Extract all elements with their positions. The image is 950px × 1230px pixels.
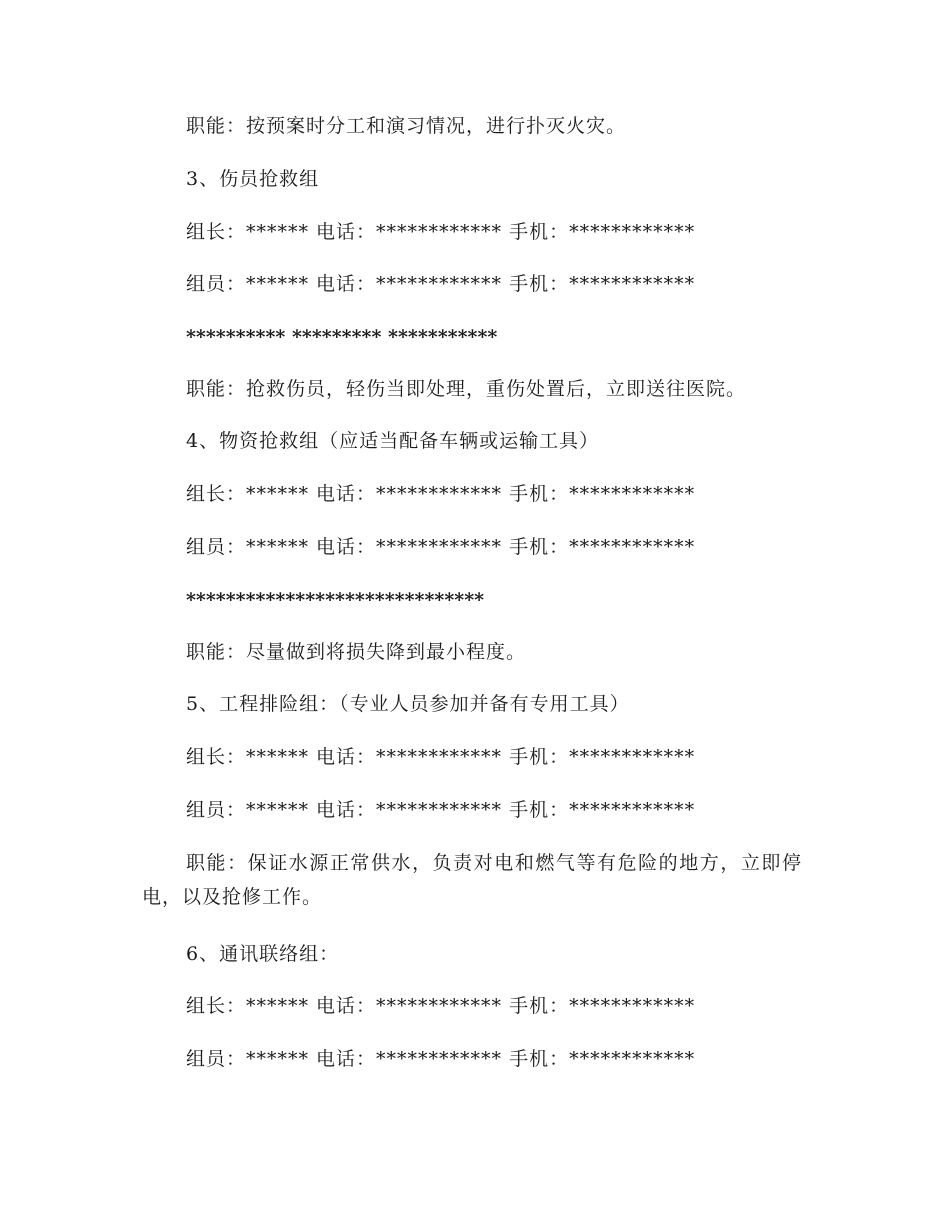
member-names-line: ****************************** <box>186 589 485 611</box>
duty-text-material: 职能：尽量做到将损失降到最小程度。 <box>186 641 527 663</box>
section-heading-communication: 6、通讯联络组： <box>186 943 340 965</box>
member-contact-line: 组员：****** 电话：************ 手机：************ <box>186 536 696 558</box>
section-heading-casualty-rescue: 3、伤员抢救组 <box>186 168 320 190</box>
leader-contact-line: 组长：****** 电话：************ 手机：************ <box>186 221 696 243</box>
member-contact-line: 组员：****** 电话：************ 手机：************ <box>186 799 696 821</box>
member-contact-line: 组员：****** 电话：************ 手机：************ <box>186 1048 696 1070</box>
duty-text-fire: 职能：按预案时分工和演习情况，进行扑灭火灾。 <box>186 115 627 137</box>
leader-contact-line: 组长：****** 电话：************ 手机：************ <box>186 746 696 768</box>
leader-contact-line: 组长：****** 电话：************ 手机：************ <box>186 995 696 1017</box>
member-contact-line: 组员：****** 电话：************ 手机：************ <box>186 273 696 295</box>
duty-text-engineering: 职能：保证水源正常供水，负责对电和燃气等有危险的地方，立即停电，以及抢修工作。 <box>142 852 802 908</box>
section-heading-material-rescue: 4、物资抢救组（应适当配备车辆或运输工具） <box>186 430 600 452</box>
duty-text-casualty: 职能：抢救伤员，轻伤当即处理，重伤处置后，立即送往医院。 <box>186 378 747 400</box>
section-heading-engineering: 5、工程排险组：（专业人员参加并备有专用工具） <box>186 693 630 715</box>
member-names-line: ********** ********* *********** <box>186 326 498 348</box>
leader-contact-line: 组长：****** 电话：************ 手机：************ <box>186 483 696 505</box>
